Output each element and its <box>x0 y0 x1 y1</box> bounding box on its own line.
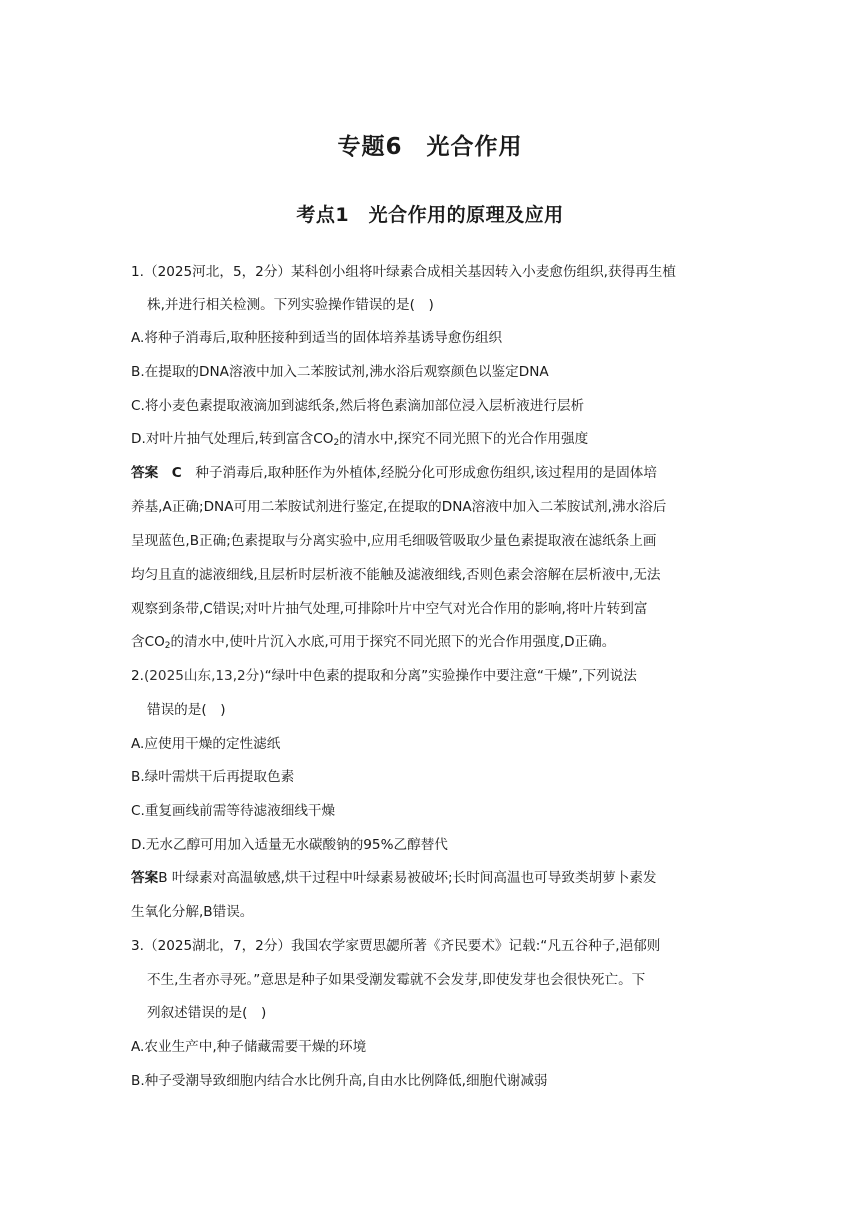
q3-option-b: B.种子受潮导致细胞内结合水比例升高,自由水比例降低,细胞代谢减弱 <box>131 1073 548 1089</box>
q1-answer-line3: 呈现蓝色,B正确;色素提取与分离实验中,应用毛细吸管吸取少量色素提取液在滤纸条上画 <box>131 533 657 549</box>
q1-answer-line5: 观察到条带,C错误;对叶片抽气处理,可排除叶片中空气对光合作用的影响,将叶片转到富 <box>131 601 648 617</box>
q1-option-c: C.将小麦色素提取液滴加到滤纸条,然后将色素滴加部位浸入层析液进行层析 <box>131 398 585 414</box>
q1-answer-line4: 均匀且直的滤液细线,且层析时层析液不能触及滤液细线,否则色素会溶解在层析液中,无法 <box>131 567 661 583</box>
q3-stem-line2: 不生,生者亦寻死。”意思是种子如果受潮发霉就不会发芽,即使发芽也会很快死亡。下 <box>147 972 646 988</box>
q2-option-b: B.绿叶需烘干后再提取色素 <box>131 769 295 785</box>
q2-option-a: A.应使用干燥的定性滤纸 <box>131 736 281 752</box>
q2-answer-text1: B 叶绿素对高温敏感,烘干过程中叶绿素易被破坏;长时间高温也可导致类胡萝卜素发 <box>158 870 657 886</box>
q1-answer-line6-b: 的清水中,使叶片沉入水底,可用于探究不同光照下的光合作用强度,D正确。 <box>170 634 616 650</box>
q1-option-b: B.在提取的DNA溶液中加入二苯胺试剂,沸水浴后观察颜色以鉴定DNA <box>131 364 549 380</box>
q1-answer-label: 答案 C <box>131 465 182 481</box>
q2-number: 2. <box>131 668 144 684</box>
chapter-title: 专题6 光合作用 <box>337 134 523 160</box>
q2-option-c: C.重复画线前需等待滤液细线干燥 <box>131 803 336 819</box>
q2-source: (2025山东,13,2分) <box>143 668 265 684</box>
q1-answer-text1: 种子消毒后,取种胚作为外植体,经脱分化可形成愈伤组织,该过程用的是固体培 <box>181 465 657 481</box>
q1-option-a: A.将种子消毒后,取种胚接种到适当的固体培养基诱导愈伤组织 <box>131 330 503 346</box>
q2-stem-line1 <box>131 666 637 686</box>
q1-answer-line6-sub: 2 <box>164 641 171 651</box>
q3-stem-line1: 3.（2025湖北，7，2分）我国农学家贾思勰所著《齐民要术》记载:“凡五谷种子,浥郁则 <box>131 938 661 954</box>
q3-option-a: A.农业生产中,种子储藏需要干燥的环境 <box>131 1039 367 1055</box>
q1-option-d-text-a: D.对叶片抽气处理后,转到富含CO <box>131 431 334 447</box>
q1-stem-line2: 株,并进行相关检测。下列实验操作错误的是( ) <box>147 297 434 313</box>
q1-answer-line6-a: 含CO <box>131 634 165 650</box>
q1-option-d-text-b: 的清水中,探究不同光照下的光合作用强度 <box>339 431 589 447</box>
q1-stem-line1: 1.（2025河北，5，2分）某科创小组将叶绿素合成相关基因转入小麦愈伤组织,获得再生植 <box>131 264 676 280</box>
q2-answer-label: 答案 <box>131 870 159 886</box>
q1-option-d <box>131 429 588 453</box>
section-title: 考点1 光合作用的原理及应用 <box>296 204 564 226</box>
q2-option-d: D.无水乙醇可用加入适量无水碳酸钠的95%乙醇替代 <box>131 837 448 853</box>
q1-answer-line2: 养基,A正确;DNA可用二苯胺试剂进行鉴定,在提取的DNA溶液中加入二苯胺试剂,沸水浴后 <box>131 499 667 515</box>
q3-stem-line3: 列叙述错误的是( ) <box>147 1005 267 1021</box>
q2-stem-line2: 错误的是( ) <box>147 702 226 718</box>
q2-answer-line2: 生氧化分解,B错误。 <box>131 904 254 920</box>
q1-answer-line1 <box>131 463 657 483</box>
q2-answer-line1 <box>131 868 657 888</box>
q1-answer-line6 <box>131 632 615 656</box>
q2-stem-text: “绿叶中色素的提取和分离”实验操作中要注意“干燥”,下列说法 <box>264 668 637 684</box>
q1-option-d-sub: 2 <box>333 438 340 448</box>
